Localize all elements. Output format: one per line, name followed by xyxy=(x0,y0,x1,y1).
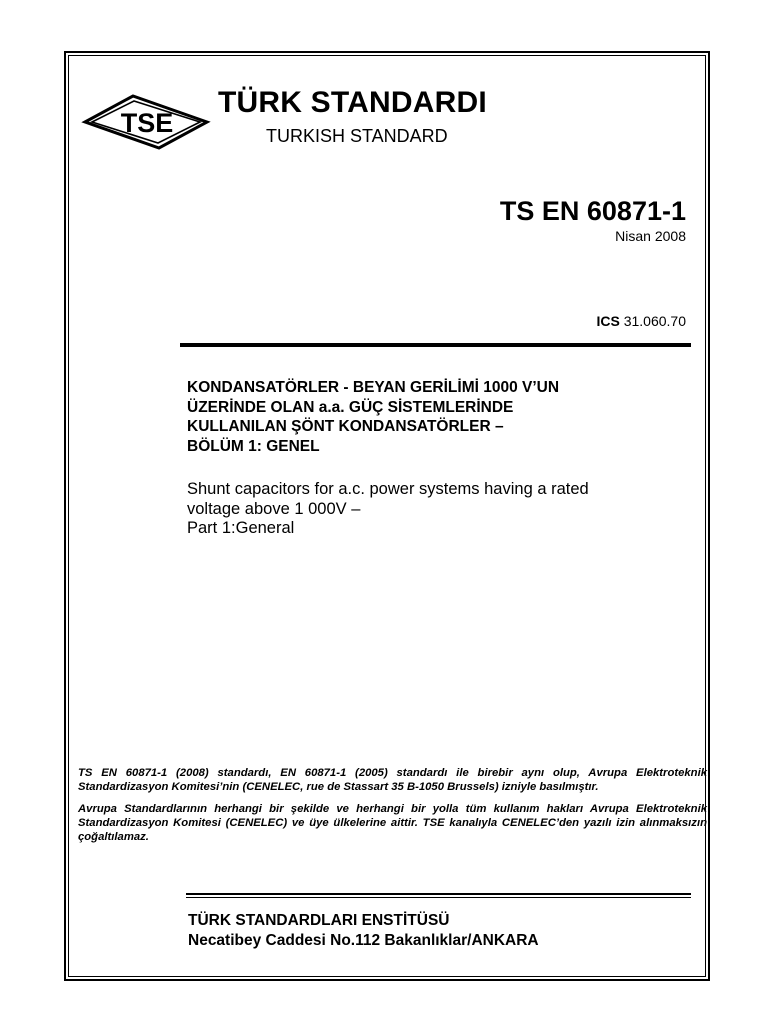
note-paragraph: TS EN 60871-1 (2008) standardı, EN 60871-1 (2005) standardı ile birebir aynı olup, Avrupa Elektroteknik Standardizasyon Komitesi’nin (CENELEC, rue de Stassart 35 B-1050 Brussels) izniyle basılmıştır. xyxy=(78,767,707,793)
title-english-line: Shunt capacitors for a.c. power systems having a rated xyxy=(187,480,589,498)
header-title: TÜRK STANDARDI xyxy=(218,86,487,119)
title-turkish xyxy=(187,378,687,456)
bottom-divider xyxy=(186,893,691,895)
institute-name: TÜRK STANDARDLARI ENSTİTÜSÜ xyxy=(188,912,450,929)
title-english-line: Part 1:General xyxy=(187,519,295,537)
title-turkish-line: ÜZERİNDE OLAN a.a. GÜÇ SİSTEMLERİNDE xyxy=(187,398,514,416)
institute-address: Necatibey Caddesi No.112 Bakanlıklar/ANKARA xyxy=(188,932,539,949)
note-paragraph: Avrupa Standardlarının herhangi bir şekilde ve herhangi bir yolla tüm kullanım hakları Avrupa Elektroteknik Standardizasyon Komitesi (CENELEC) ve üye ülkelerine aittir. TSE kanalıyla CENELEC’den yazılı izin alınmaksızın çoğaltılamaz. xyxy=(78,803,707,843)
ics-code: 31.060.70 xyxy=(623,313,686,329)
tse-logo-icon xyxy=(81,90,211,154)
title-turkish-line: KULLANILAN ŞÖNT KONDANSATÖRLER – xyxy=(187,418,504,435)
institute-block xyxy=(188,911,539,951)
title-english-line: voltage above 1 000V – xyxy=(187,499,361,518)
bottom-divider-thin xyxy=(186,897,691,898)
logo-text: TSE xyxy=(120,108,174,138)
legal-notes xyxy=(78,766,707,852)
standard-date: Nisan 2008 xyxy=(615,228,686,244)
title-english xyxy=(187,480,687,539)
header-subtitle: TURKISH STANDARD xyxy=(266,126,448,146)
title-turkish-line: KONDANSATÖRLER - BEYAN GERİLİMİ 1000 V’UN xyxy=(187,379,560,396)
title-turkish-line: BÖLÜM 1: GENEL xyxy=(187,437,320,455)
top-divider xyxy=(180,343,691,347)
standard-number: TS EN 60871-1 xyxy=(499,196,686,226)
ics-line xyxy=(596,313,686,329)
ics-label: ICS xyxy=(596,313,620,329)
